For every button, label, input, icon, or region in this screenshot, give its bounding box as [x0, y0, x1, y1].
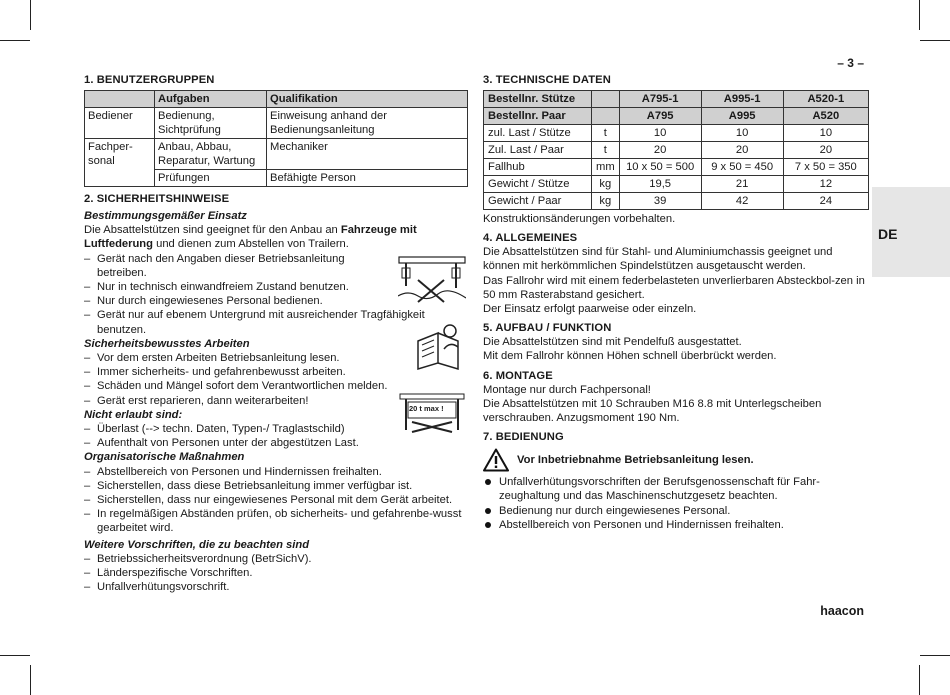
subheading-safety-aware: Sicherheitsbewusstes Arbeiten	[84, 337, 250, 350]
list-item: – Gerät nur auf ebenem Untergrund mit ausreichender Tragfähigkeit benutzen.	[84, 308, 464, 336]
subheading-organisational: Organisatorische Maßnahmen	[84, 451, 245, 464]
intended-use-text-part: Die Absattelstützen sind geeignet für den Anbau an	[84, 224, 341, 237]
table-cell: 9 x 50 = 450	[701, 159, 783, 176]
table-header-cell: Bestellnr. Paar	[484, 108, 592, 125]
section-title-mounting: 6. MONTAGE	[483, 369, 553, 382]
brand-logo: haacon	[820, 604, 864, 618]
overload-illustration	[398, 392, 466, 434]
table-row	[484, 159, 869, 176]
paragraph: Die Absattelstützen sind für Stahl- und Aluminiumchassis geeignet und können mit herkömmlichen Spindelstützen ausgetauscht werden.	[483, 246, 833, 273]
section-title-operation: 7. BEDIENUNG	[483, 431, 564, 444]
table-cell: 20	[701, 142, 783, 159]
table-cell: 10 x 50 = 500	[619, 159, 701, 176]
paragraph: Montage nur durch Fachpersonal!	[483, 383, 651, 396]
table-cell: Befähigte Person	[267, 170, 468, 187]
table-row	[484, 142, 869, 159]
table-cell: 21	[701, 176, 783, 193]
technical-data-table	[483, 90, 869, 210]
table-header-cell: Bestellnr. Stütze	[484, 91, 592, 108]
paragraph: Die Absattelstützen sind mit Pendelfuß ausgestattet.	[483, 336, 742, 349]
table-cell: Fachper-sonal	[85, 139, 155, 187]
section-title-general: 4. ALLGEMEINES	[483, 232, 578, 245]
list-item: – Aufenthalt von Personen unter der abgestützen Last.	[84, 436, 468, 450]
list-item: – Betriebssicherheitsverordnung (BetrSichV).	[84, 552, 468, 566]
organisational-list	[84, 465, 468, 536]
list-item: – Überlast (--> techn. Daten, Typen-/ Traglastschild)	[84, 422, 468, 436]
list-item: – In regelmäßigen Abständen prüfen, ob sicherheits- und gefahrenbe-wusst gearbeitet wird.	[84, 507, 468, 535]
crop-mark	[0, 40, 30, 41]
table-cell: 20	[619, 142, 701, 159]
section-title-construction: 5. AUFBAU / FUNKTION	[483, 322, 612, 335]
section-title-technical-data: 3. TECHNISCHE DATEN	[483, 74, 611, 86]
section-title-safety: 2. SICHERHEITSHINWEISE	[84, 193, 230, 205]
intended-use-text	[84, 223, 468, 251]
list-item: – Schäden und Mängel sofort dem Verantwortlichen melden.	[84, 379, 468, 393]
warning-triangle-icon	[483, 448, 509, 472]
user-groups-table	[84, 90, 468, 187]
table-cell: Anbau, Abbau, Reparatur, Wartung	[155, 139, 267, 170]
crop-mark	[920, 40, 950, 41]
table-cell: Bedienung, Sichtprüfung	[155, 108, 267, 139]
table-row	[484, 125, 869, 142]
intended-use-list	[84, 252, 425, 337]
list-item: – Vor dem ersten Arbeiten Betriebsanleitung lesen.	[84, 351, 468, 365]
list-item: – Gerät nach den Angaben dieser Betriebsanleitung betreiben.	[84, 252, 362, 280]
language-tab-label: DE	[878, 226, 898, 242]
list-item: – Nur durch eingewiesenes Personal bedienen.	[84, 294, 362, 308]
crop-mark	[30, 665, 31, 695]
table-cell: mm	[592, 159, 620, 176]
table-header-row	[484, 91, 869, 108]
table-header-cell	[85, 91, 155, 108]
table-header-cell	[592, 91, 620, 108]
list-item: – Unfallverhütungsvorschrift.	[84, 580, 468, 594]
table-cell: Mechaniker	[267, 139, 468, 170]
table-header-cell: A995-1	[701, 91, 783, 108]
table-cell: Bediener	[85, 108, 155, 139]
table-header-cell	[592, 108, 620, 125]
table-cell: zul. Last / Stütze	[484, 125, 592, 142]
table-cell: 19,5	[619, 176, 701, 193]
table-cell: 7 x 50 = 350	[783, 159, 868, 176]
crop-mark	[919, 0, 920, 30]
construction-section	[483, 321, 869, 363]
intended-use-bold: Fahrzeuge mit Luftfederung	[84, 224, 417, 251]
table-row	[484, 193, 869, 210]
table-header-cell: Aufgaben	[155, 91, 267, 108]
list-item: – Immer sicherheits- und gefahrenbewusst arbeiten.	[84, 365, 468, 379]
mounting-section	[483, 369, 869, 426]
table-cell: 10	[619, 125, 701, 142]
table-cell: Prüfungen	[155, 170, 267, 187]
table-cell: 24	[783, 193, 868, 210]
table-row	[484, 176, 869, 193]
table-header-cell: A520	[783, 108, 868, 125]
crop-mark	[0, 655, 30, 656]
table-cell: Fallhub	[484, 159, 592, 176]
further-regulations-list	[84, 552, 468, 595]
overload-label: 20 t max !	[409, 404, 444, 413]
subheading-further-regulations: Weitere Vorschriften, die zu beachten sind	[84, 538, 310, 551]
table-cell: 42	[701, 193, 783, 210]
table-header-row	[85, 91, 468, 108]
table-cell: 10	[783, 125, 868, 142]
table-cell: Gewicht / Stütze	[484, 176, 592, 193]
intended-use-text-part: und dienen zum Abstellen von Trailern.	[152, 238, 349, 251]
operation-list	[483, 475, 869, 532]
table-cell: t	[592, 142, 620, 159]
list-item: – Abstellbereich von Personen und Hindernissen freihalten.	[84, 465, 468, 479]
table-row	[85, 139, 468, 170]
table-header-cell: A795-1	[619, 91, 701, 108]
table-row	[85, 108, 468, 139]
right-column	[483, 73, 869, 532]
table-cell: kg	[592, 193, 620, 210]
warning-text: Vor Inbetriebnahme Betriebsanleitung lesen.	[517, 454, 754, 467]
language-tab	[872, 187, 950, 277]
read-manual-icon	[414, 323, 466, 373]
list-item: – Nur in technisch einwandfreiem Zustand benutzen.	[84, 280, 362, 294]
table-cell: Einweisung anhand der Bedienungsanleitung	[267, 108, 468, 139]
page-number: – 3 –	[837, 56, 864, 70]
list-item: Bedienung nur durch eingewiesenes Personal.	[483, 504, 869, 518]
crop-mark	[919, 665, 920, 695]
paragraph: Das Fallrohr wird mit einem federbelasteten unverlierbaren Absteckbol-zen in 50 mm Rasterabstand gesichert.	[483, 274, 865, 301]
subheading-intended-use: Bestimmungsgemäßer Einsatz	[84, 210, 247, 222]
general-section	[483, 231, 869, 316]
table-cell: Zul. Last / Paar	[484, 142, 592, 159]
paragraph: Der Einsatz erfolgt paarweise oder einzeln.	[483, 303, 697, 316]
crop-mark	[920, 655, 950, 656]
table-header-row	[484, 108, 869, 125]
table-cell: Gewicht / Paar	[484, 193, 592, 210]
list-item: Unfallverhütungsvorschriften der Berufsgenossenschaft für Fahr-zeughaltung und das Maschinenschutzgesetz beachten.	[483, 475, 869, 503]
list-item: – Sicherstellen, dass diese Betriebsanleitung immer verfügbar ist.	[84, 479, 468, 493]
paragraph: Mit dem Fallrohr können Höhen schnell überbrückt werden.	[483, 350, 777, 363]
table-cell: 20	[783, 142, 868, 159]
paragraph: Die Absattelstützen mit 10 Schrauben M16 8.8 mit Unterlegscheiben verschrauben. Anzugsmoment 190 Nm.	[483, 397, 822, 425]
table-cell: t	[592, 125, 620, 142]
uneven-ground-illustration	[398, 256, 466, 306]
table-header-cell: A520-1	[783, 91, 868, 108]
section-title-user-groups: 1. BENUTZERGRUPPEN	[84, 74, 215, 86]
crop-mark	[30, 0, 31, 30]
list-item: – Gerät erst reparieren, dann weiterarbeiten!	[84, 394, 468, 408]
subheading-not-allowed: Nicht erlaubt sind:	[84, 408, 183, 421]
left-column	[84, 73, 468, 594]
table-header-cell: A995	[701, 108, 783, 125]
table-cell: 39	[619, 193, 701, 210]
table-header-cell: Qualifikation	[267, 91, 468, 108]
table-header-cell: A795	[619, 108, 701, 125]
technical-note: Konstruktionsänderungen vorbehalten.	[483, 213, 676, 225]
table-cell: kg	[592, 176, 620, 193]
list-item: – Sicherstellen, dass nur eingewiesenes Personal mit dem Gerät arbeitet.	[84, 493, 468, 507]
table-cell: 10	[701, 125, 783, 142]
list-item: Abstellbereich von Personen und Hindernissen freihalten.	[483, 518, 869, 532]
table-cell: 12	[783, 176, 868, 193]
list-item: – Länderspezifische Vorschriften.	[84, 566, 468, 580]
operation-section	[483, 430, 869, 532]
warning-box	[483, 448, 869, 472]
